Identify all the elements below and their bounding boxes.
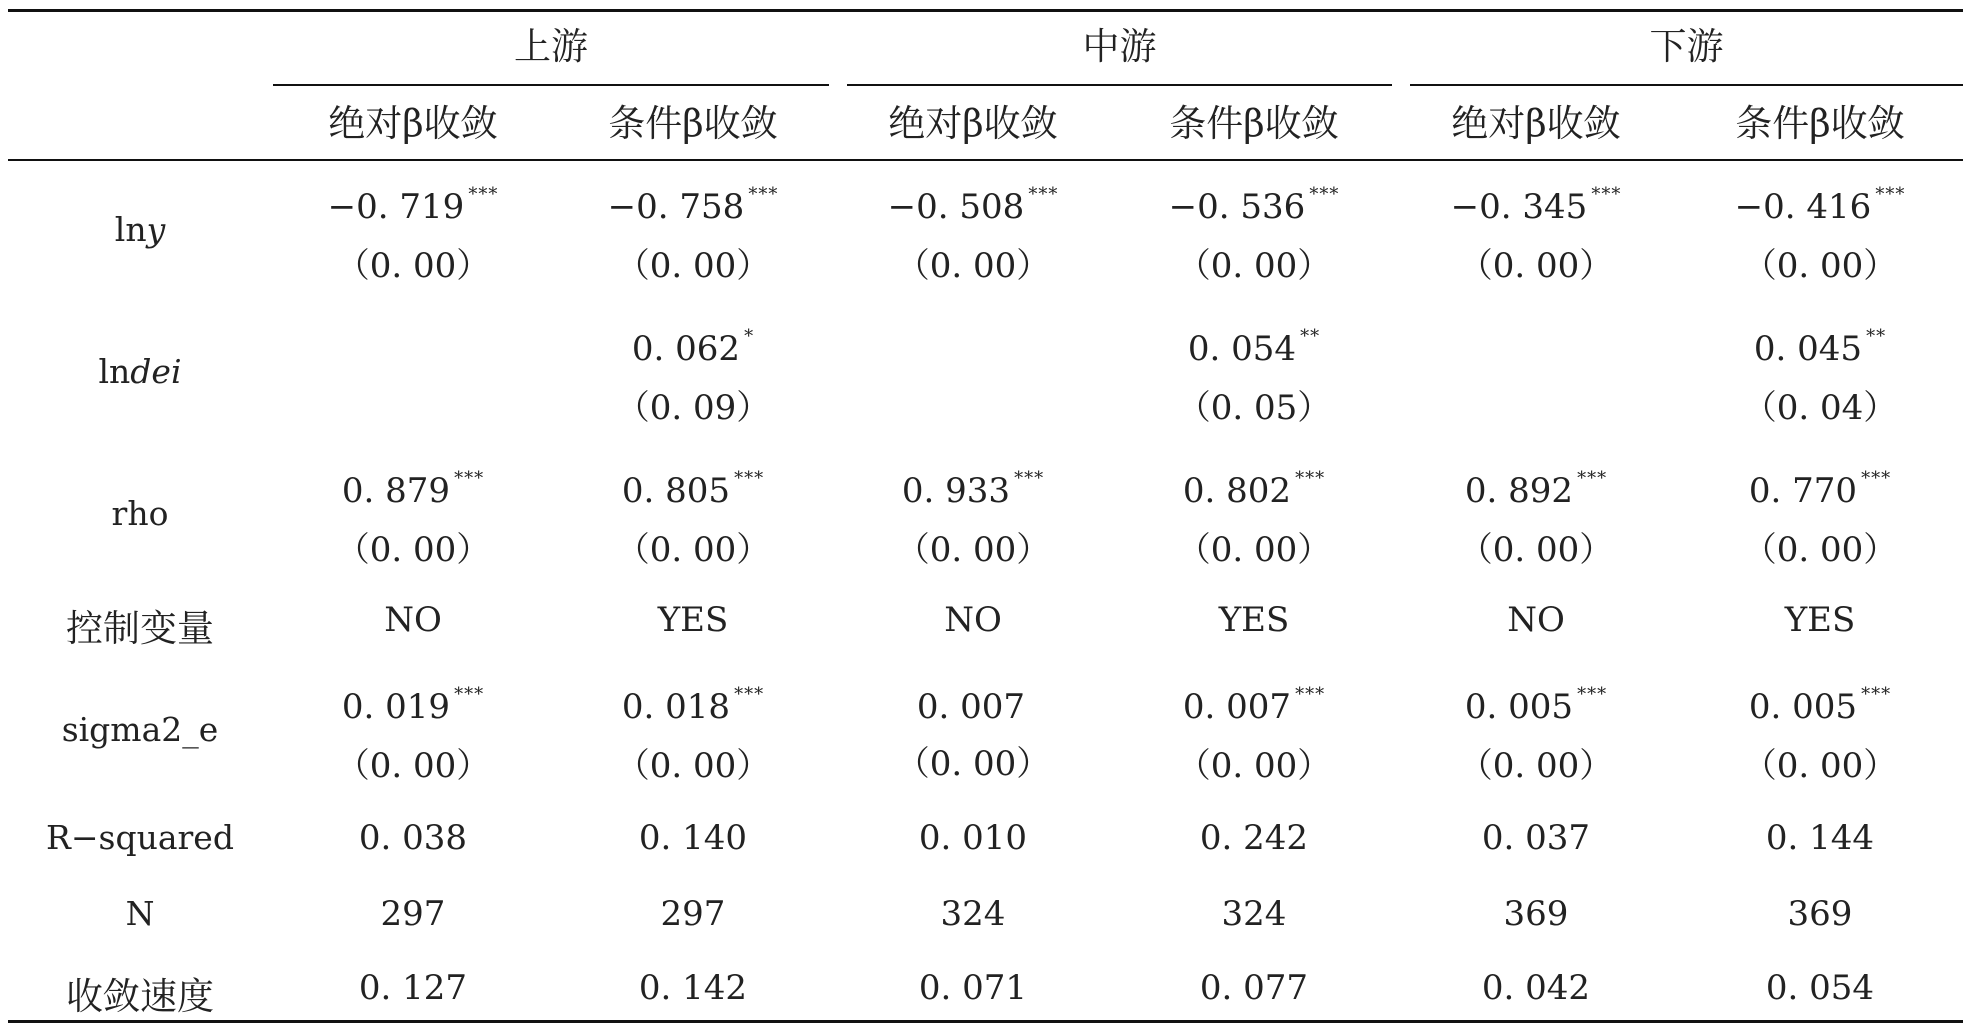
cell-speed-2: 0. 142 bbox=[638, 968, 748, 1008]
cell-rho-2: 0. 805 *** bbox=[621, 468, 765, 511]
cell-n-4: 324 bbox=[1221, 894, 1287, 934]
row-label-rsquared: R−squared bbox=[46, 818, 234, 857]
cell-rsq-1: 0. 038 bbox=[358, 818, 468, 858]
cell-speed-5: 0. 042 bbox=[1481, 968, 1591, 1008]
cell-lny-3: −0. 508 *** bbox=[887, 184, 1059, 227]
pvalue-lny-2: （0. 00） bbox=[615, 246, 771, 286]
col-header-3: 绝对β收敛 bbox=[888, 102, 1058, 145]
cell-rho-4: 0. 802 *** bbox=[1182, 468, 1326, 511]
row-label-lndei: lndei bbox=[98, 352, 182, 391]
cell-sigma-1: 0. 019 *** bbox=[341, 684, 485, 727]
group-header-upstream: 上游 bbox=[514, 25, 588, 68]
cell-sigma-3: 0. 007 bbox=[916, 687, 1026, 727]
pvalue-rho-3: （0. 00） bbox=[895, 530, 1051, 570]
pvalue-lndei-6: （0. 04） bbox=[1742, 388, 1898, 428]
cell-rsq-6: 0. 144 bbox=[1765, 818, 1875, 858]
pvalue-lny-4: （0. 00） bbox=[1176, 246, 1332, 286]
cell-lndei-6: 0. 045 ** bbox=[1753, 326, 1887, 369]
cell-sigma-5: 0. 005 *** bbox=[1464, 684, 1608, 727]
cell-lny-2: −0. 758 *** bbox=[607, 184, 779, 227]
cell-lndei-2: 0. 062 * bbox=[631, 326, 755, 369]
pvalue-lny-6: （0. 00） bbox=[1742, 246, 1898, 286]
cell-control-2: YES bbox=[657, 600, 729, 640]
group-underline-midstream bbox=[847, 84, 1392, 86]
bottom-rule bbox=[8, 1020, 1963, 1023]
pvalue-rho-2: （0. 00） bbox=[615, 530, 771, 570]
cell-rsq-3: 0. 010 bbox=[918, 818, 1028, 858]
pvalue-sigma-4: （0. 00） bbox=[1176, 746, 1332, 786]
row-label-n: N bbox=[125, 894, 155, 933]
pvalue-rho-5: （0. 00） bbox=[1458, 530, 1614, 570]
col-header-4: 条件β收敛 bbox=[1169, 102, 1339, 145]
cell-lny-1: −0. 719 *** bbox=[327, 184, 499, 227]
col-header-2: 条件β收敛 bbox=[608, 102, 778, 145]
cell-control-6: YES bbox=[1784, 600, 1856, 640]
row-label-rho: rho bbox=[111, 494, 169, 533]
group-header-downstream: 下游 bbox=[1649, 25, 1724, 68]
pvalue-lndei-4: （0. 05） bbox=[1176, 388, 1332, 428]
cell-rsq-2: 0. 140 bbox=[638, 818, 748, 858]
cell-control-1: NO bbox=[384, 600, 442, 640]
group-header-midstream: 中游 bbox=[1082, 25, 1157, 68]
cell-lndei-4: 0. 054 ** bbox=[1187, 326, 1321, 369]
cell-rsq-4: 0. 242 bbox=[1199, 818, 1309, 858]
cell-rho-1: 0. 879 *** bbox=[341, 468, 485, 511]
cell-lny-6: −0. 416 *** bbox=[1734, 184, 1906, 227]
cell-speed-4: 0. 077 bbox=[1199, 968, 1309, 1008]
header-rule bbox=[8, 159, 1963, 161]
pvalue-lndei-2: （0. 09） bbox=[615, 388, 771, 428]
col-header-6: 条件β收敛 bbox=[1735, 102, 1905, 145]
cell-sigma-2: 0. 018 *** bbox=[621, 684, 765, 727]
pvalue-rho-1: （0. 00） bbox=[335, 530, 491, 570]
pvalue-sigma-5: （0. 00） bbox=[1458, 746, 1614, 786]
top-rule bbox=[8, 9, 1963, 12]
row-label-lny: lny bbox=[114, 210, 166, 249]
cell-control-5: NO bbox=[1507, 600, 1565, 640]
group-underline-downstream bbox=[1410, 84, 1963, 86]
cell-rho-5: 0. 892 *** bbox=[1464, 468, 1608, 511]
pvalue-rho-6: （0. 00） bbox=[1742, 530, 1898, 570]
cell-n-3: 324 bbox=[940, 894, 1006, 934]
cell-n-1: 297 bbox=[380, 894, 446, 934]
pvalue-sigma-1: （0. 00） bbox=[335, 746, 491, 786]
cell-lny-4: −0. 536 *** bbox=[1168, 184, 1340, 227]
row-label-control: 控制变量 bbox=[66, 607, 214, 650]
group-underline-upstream bbox=[273, 84, 829, 86]
cell-rho-6: 0. 770 *** bbox=[1748, 468, 1892, 511]
cell-n-2: 297 bbox=[660, 894, 726, 934]
cell-sigma-6: 0. 005 *** bbox=[1748, 684, 1892, 727]
pvalue-lny-5: （0. 00） bbox=[1458, 246, 1614, 286]
cell-control-3: NO bbox=[944, 600, 1002, 640]
cell-sigma-4: 0. 007 *** bbox=[1182, 684, 1326, 727]
row-label-sigma: sigma2_e bbox=[61, 710, 219, 749]
col-header-5: 绝对β收敛 bbox=[1451, 102, 1621, 145]
pvalue-sigma-3: （0. 00） bbox=[895, 744, 1051, 784]
pvalue-rho-4: （0. 00） bbox=[1176, 530, 1332, 570]
cell-speed-6: 0. 054 bbox=[1765, 968, 1875, 1008]
cell-speed-3: 0. 071 bbox=[918, 968, 1028, 1008]
cell-n-6: 369 bbox=[1787, 894, 1853, 934]
pvalue-sigma-6: （0. 00） bbox=[1742, 746, 1898, 786]
cell-rsq-5: 0. 037 bbox=[1481, 818, 1591, 858]
cell-rho-3: 0. 933 *** bbox=[901, 468, 1045, 511]
pvalue-lny-1: （0. 00） bbox=[335, 246, 491, 286]
cell-control-4: YES bbox=[1218, 600, 1290, 640]
col-header-1: 绝对β收敛 bbox=[328, 102, 498, 145]
cell-n-5: 369 bbox=[1503, 894, 1569, 934]
pvalue-sigma-2: （0. 00） bbox=[615, 746, 771, 786]
pvalue-lny-3: （0. 00） bbox=[895, 246, 1051, 286]
cell-speed-1: 0. 127 bbox=[358, 968, 468, 1008]
row-label-speed: 收敛速度 bbox=[66, 975, 214, 1018]
cell-lny-5: −0. 345 *** bbox=[1450, 184, 1622, 227]
